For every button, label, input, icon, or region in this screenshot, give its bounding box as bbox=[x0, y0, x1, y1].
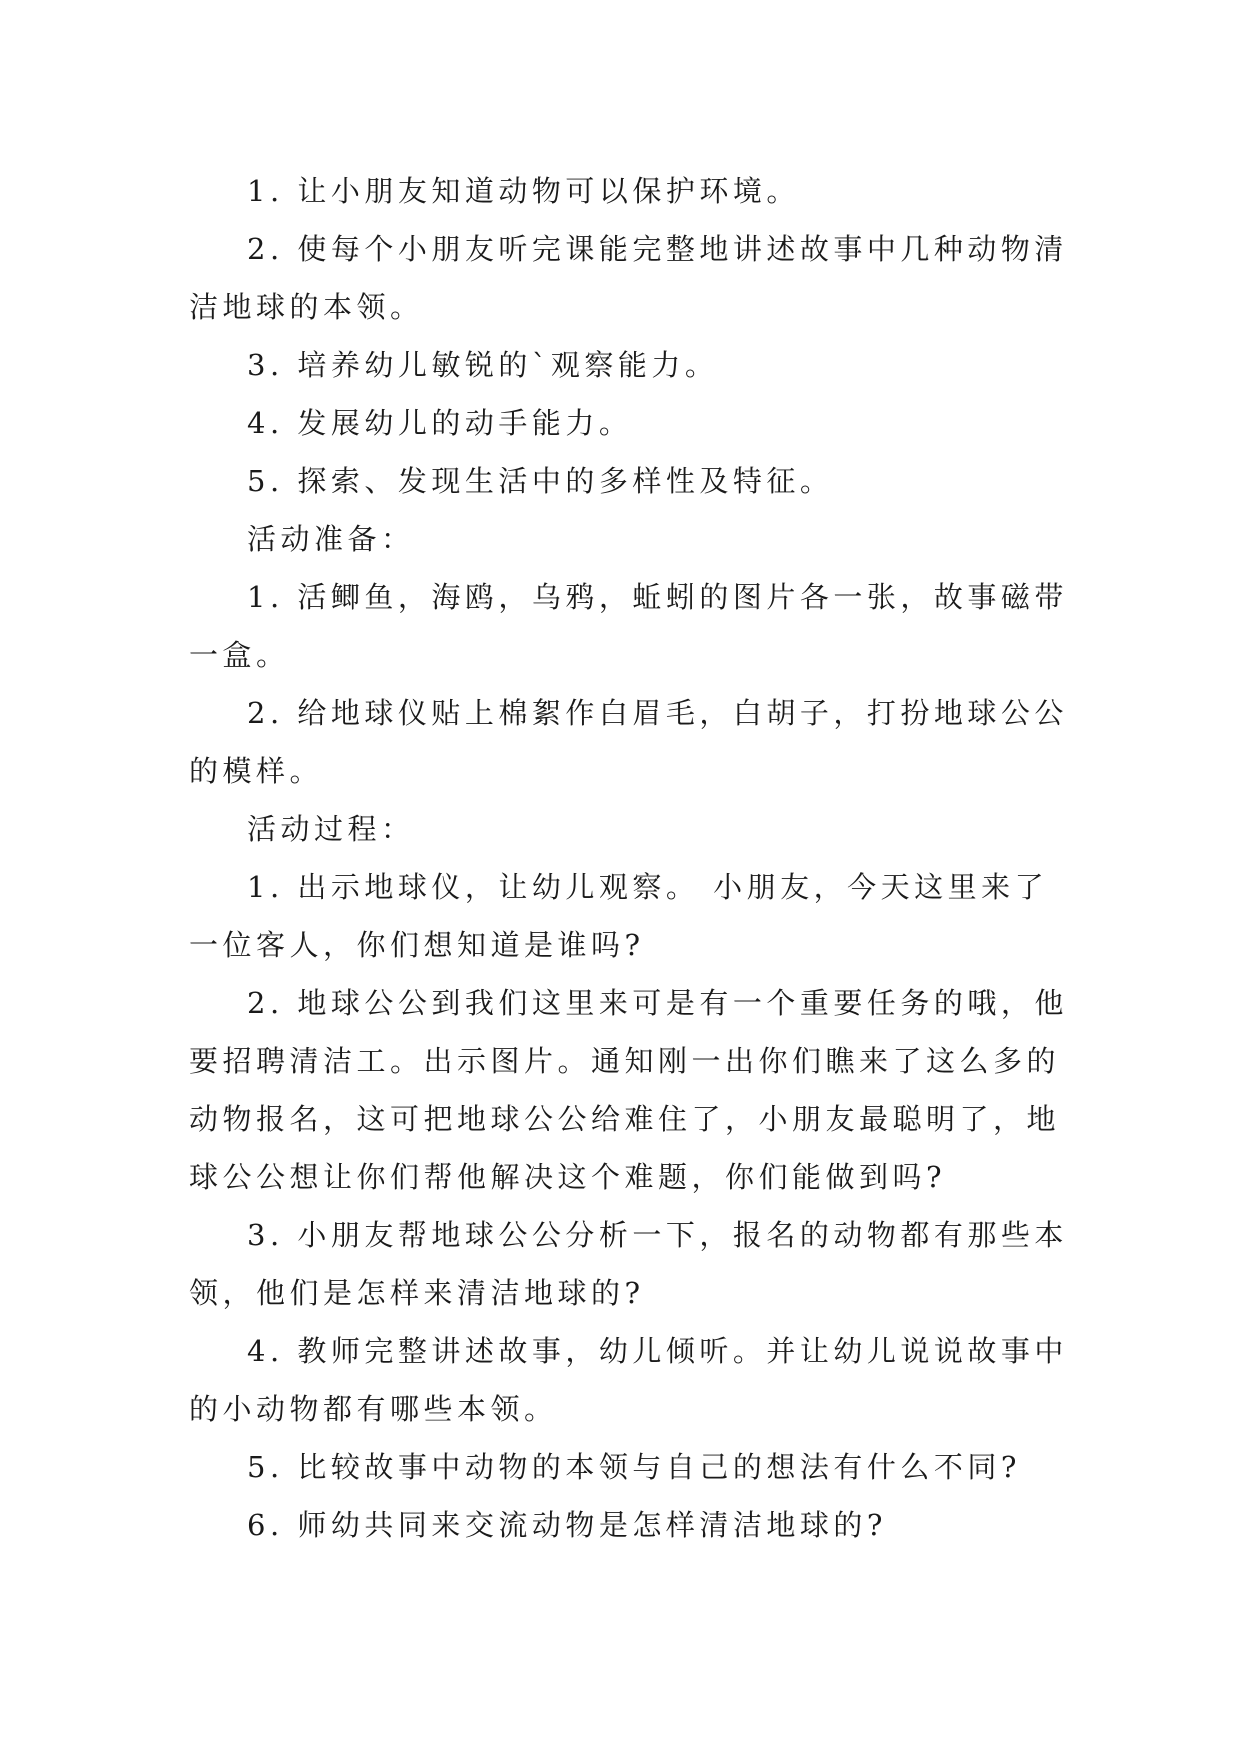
preparation-1: 1. 活鲫鱼，海鸥，乌鸦，蚯蚓的图片各一张，故事磁带一盒。 bbox=[189, 580, 1068, 672]
section-heading-process: 活动过程： bbox=[247, 812, 415, 846]
section-heading-preparation: 活动准备： bbox=[247, 522, 415, 556]
process-step-5: 5. 比较故事中动物的本领与自己的想法有什么不同? bbox=[247, 1450, 1021, 1484]
process-step-4: 4. 教师完整讲述故事，幼儿倾听。并让幼儿说说故事中的小动物都有哪些本领。 bbox=[189, 1334, 1068, 1426]
objective-2: 2. 使每个小朋友听完课能完整地讲述故事中几种动物清洁地球的本领。 bbox=[189, 232, 1068, 324]
objective-5: 5. 探索、发现生活中的多样性及特征。 bbox=[247, 464, 834, 498]
objective-1: 1. 让小朋友知道动物可以保护环境。 bbox=[247, 174, 800, 208]
process-step-6: 6. 师幼共同来交流动物是怎样清洁地球的? bbox=[247, 1508, 887, 1542]
document-body bbox=[189, 162, 1069, 1554]
process-step-3: 3. 小朋友帮地球公公分析一下，报名的动物都有那些本领，他们是怎样来清洁地球的? bbox=[189, 1218, 1068, 1310]
objective-4: 4. 发展幼儿的动手能力。 bbox=[247, 406, 633, 440]
process-step-2: 2. 地球公公到我们这里来可是有一个重要任务的哦，他要招聘清洁工。出示图片。通知刚一出你们瞧来了这么多的动物报名，这可把地球公公给难住了，小朋友最聪明了，地球公公想让你们帮他解决这个难题，你们能做到吗? bbox=[189, 986, 1068, 1194]
process-step-1: 1. 出示地球仪，让幼儿观察。 小朋友，今天这里来了一位客人，你们想知道是谁吗? bbox=[189, 870, 1049, 962]
preparation-2: 2. 给地球仪贴上棉絮作白眉毛，白胡子，打扮地球公公的模样。 bbox=[189, 696, 1068, 788]
objective-3: 3. 培养幼儿敏锐的`观察能力。 bbox=[247, 348, 719, 382]
